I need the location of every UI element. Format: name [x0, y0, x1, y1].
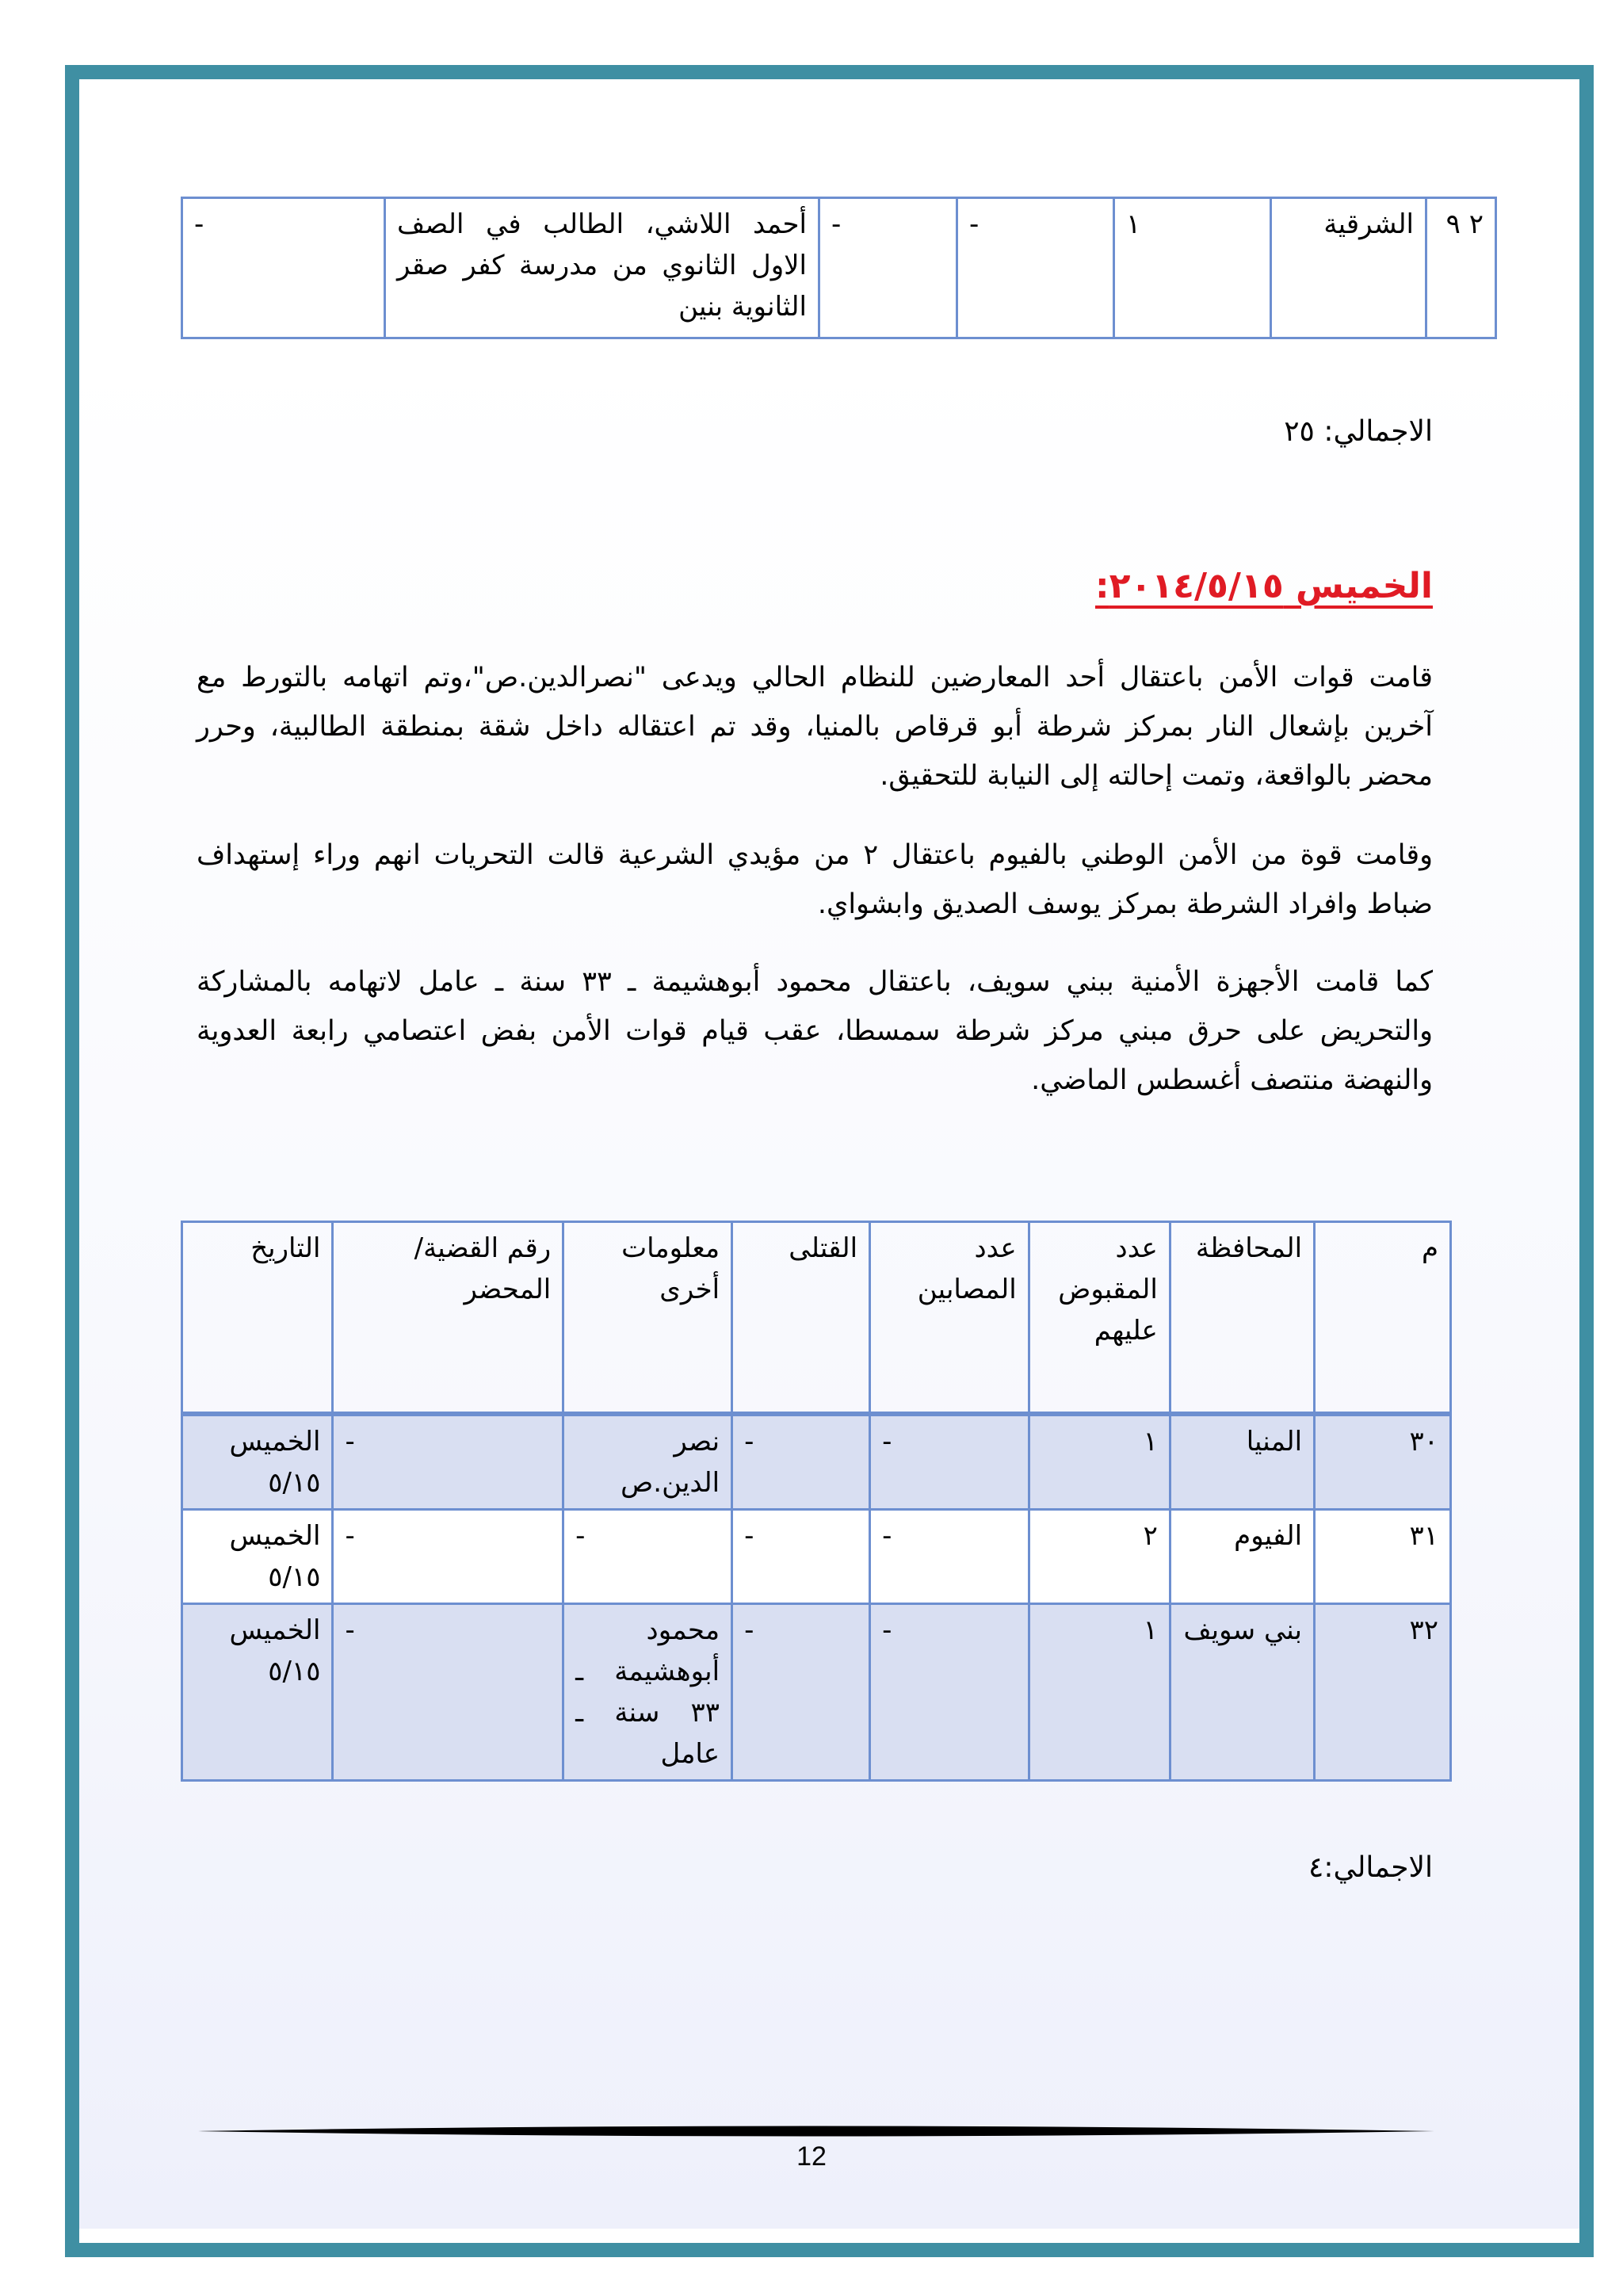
- cell-governorate: بني سويف: [1170, 1604, 1314, 1781]
- cell-arrested: ١: [1114, 198, 1271, 338]
- cell-governorate: الشرقية: [1271, 198, 1426, 338]
- cell-case-number: -: [333, 1604, 563, 1781]
- cell-date: الخميس ٥/١٥: [182, 1604, 333, 1781]
- section-heading: الخميس ٢٠١٤/٥/١٥:: [1094, 566, 1433, 606]
- cell-killed: -: [732, 1604, 870, 1781]
- header-arrested: عدد المقبوض عليهم: [1029, 1222, 1170, 1415]
- header-index: م: [1315, 1222, 1451, 1415]
- continuation-table: [181, 197, 1497, 339]
- table-header-row: [182, 1222, 1451, 1415]
- cell-arrested: ٢: [1029, 1510, 1170, 1604]
- cell-other-info: -: [563, 1510, 732, 1604]
- cell-index: ٢ ٩: [1426, 198, 1496, 338]
- cell-date: الخميس ٥/١٥: [182, 1414, 333, 1510]
- table-row: [182, 1414, 1451, 1510]
- cell-killed: -: [732, 1414, 870, 1510]
- cell-injured: -: [870, 1604, 1029, 1781]
- header-killed: القتلى: [732, 1222, 870, 1415]
- table-row: [182, 198, 1496, 338]
- cell-governorate: المنيا: [1170, 1414, 1314, 1510]
- cell-case-number: -: [333, 1510, 563, 1604]
- cell-other-info: نصر الدين.ص: [563, 1414, 732, 1510]
- table-row: [182, 1604, 1451, 1781]
- header-date: التاريخ: [182, 1222, 333, 1415]
- total-summary: الاجمالي: ٢٥: [1284, 415, 1433, 448]
- cell-case-number: -: [182, 198, 385, 338]
- paragraph: كما قامت الأجهزة الأمنية ببني سويف، باعتقال محمود أبوهشيمة ـ ٣٣ سنة ـ عامل لاتهامه بالمشاركة والتحريض على حرق مبني مركز شرطة سمسطا، عقب قيام قوات الأمن بفض اعتصامي رابعة العدوية والنهضة منتصف أغسطس الماضي.: [197, 966, 1433, 1096]
- cell-index: ٣١: [1315, 1510, 1451, 1604]
- table-row: [182, 1510, 1451, 1604]
- cell-other-info: أحمد اللاشي، الطالب في الصف الاول الثانوي من مدرسة كفر صقر الثانوية بنين: [385, 198, 819, 338]
- cell-other-info: محمود أبوهشيمة ـ ٣٣ سنة ـ عامل: [563, 1604, 732, 1781]
- cell-injured: -: [870, 1414, 1029, 1510]
- cell-killed: -: [732, 1510, 870, 1604]
- cell-date: الخميس ٥/١٥: [182, 1510, 333, 1604]
- cell-case-number: -: [333, 1414, 563, 1510]
- paragraph: قامت قوات الأمن باعتقال أحد المعارضين للنظام الحالي ويدعى "نصرالدين.ص"،وتم اتهامه بالتورط مع آخرين بإشعال النار بمركز شرطة أبو قرقاص بالمنيا، وقد تم اعتقاله داخل شقة بمنطقة الطالبية، وحرر محضر بالواقعة، وتمت إحالته إلى النيابة للتحقيق.: [197, 662, 1433, 792]
- header-governorate: المحافظة: [1170, 1222, 1314, 1415]
- footer-divider: [198, 2122, 1434, 2140]
- paragraph: وقامت قوة من الأمن الوطني بالفيوم باعتقال ٢ من مؤيدي الشرعية قالت التحريات انهم وراء إستهداف ضباط وافراد الشرطة بمركز يوسف الصديق وابشواي.: [197, 839, 1433, 920]
- arrests-table: [181, 1221, 1452, 1782]
- cell-index: ٣٢: [1315, 1604, 1451, 1781]
- page-number: 12: [796, 2141, 827, 2172]
- cell-index: ٣٠: [1315, 1414, 1451, 1510]
- cell-governorate: الفيوم: [1170, 1510, 1314, 1604]
- cell-injured: -: [870, 1510, 1029, 1604]
- header-case-number: رقم القضية/المحضر: [333, 1222, 563, 1415]
- total-summary: الاجمالي:٤: [1308, 1851, 1433, 1884]
- header-injured: عدد المصابين: [870, 1222, 1029, 1415]
- cell-arrested: ١: [1029, 1414, 1170, 1510]
- header-other-info: معلومات أخرى: [563, 1222, 732, 1415]
- cell-killed: -: [819, 198, 957, 338]
- cell-arrested: ١: [1029, 1604, 1170, 1781]
- cell-injured: -: [957, 198, 1114, 338]
